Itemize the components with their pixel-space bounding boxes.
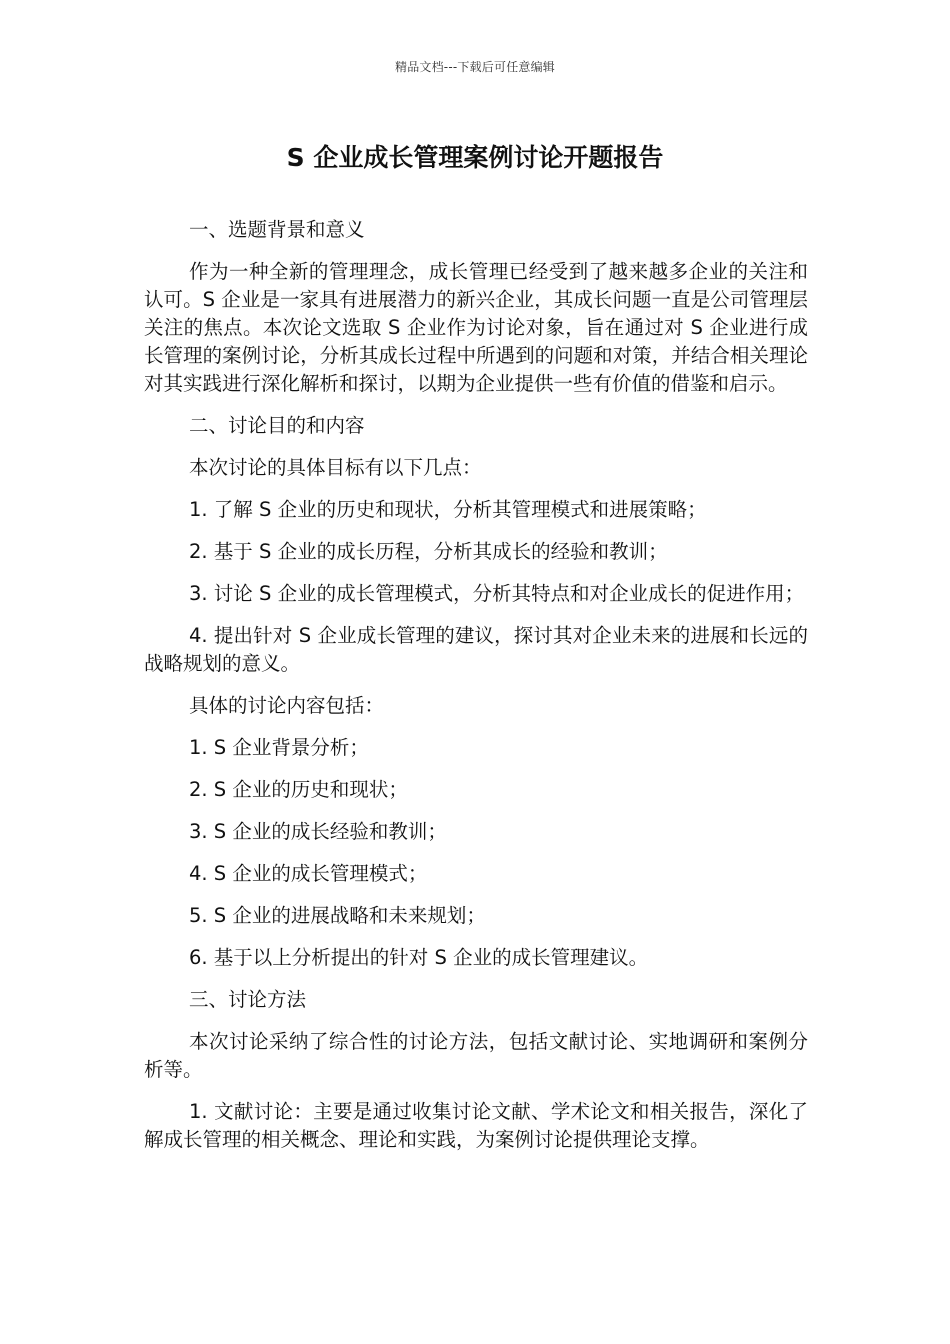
objective-item: 3. 讨论 S 企业的成长管理模式，分析其特点和对企业成长的促进作用； [189,582,805,605]
section-heading-methods: 三、讨论方法 [189,988,307,1011]
document-body [144,216,808,1168]
paragraph-objectives-intro: 本次讨论的具体目标有以下几点： [189,456,482,479]
content-item: 3. S 企业的成长经验和教训； [189,820,447,843]
paragraph-methods: 本次讨论采纳了综合性的讨论方法，包括文献讨论、实地调研和案例分析等。 [144,1030,808,1081]
objective-item: 4. 提出针对 S 企业成长管理的建议，探讨其对企业未来的进展和长远的战略规划的意义。 [144,624,808,675]
objective-item: 2. 基于 S 企业的成长历程，分析其成长的经验和教训； [189,540,668,563]
method-item: 1. 文献讨论：主要是通过收集讨论文献、学术论文和相关报告，深化了解成长管理的相关概念、理论和实践，为案例讨论提供理论支撑。 [144,1100,808,1151]
content-item: 2. S 企业的历史和现状； [189,778,408,801]
section-heading-objectives: 二、讨论目的和内容 [189,414,365,437]
paragraph-content-intro: 具体的讨论内容包括： [189,694,385,717]
document-title: S 企业成长管理案例讨论开题报告 [286,143,664,172]
header-note: 精品文档---下载后可任意编辑 [395,60,555,74]
section-heading-background: 一、选题背景和意义 [189,218,365,241]
content-item: 5. S 企业的进展战略和未来规划； [189,904,486,927]
objective-item: 1. 了解 S 企业的历史和现状，分析其管理模式和进展策略； [189,498,707,521]
content-item: 6. 基于以上分析提出的针对 S 企业的成长管理建议。 [189,946,649,969]
paragraph-background: 作为一种全新的管理理念，成长管理已经受到了越来越多企业的关注和认可。S 企业是一家具有进展潜力的新兴企业，其成长问题一直是公司管理层关注的焦点。本次论文选取 S 企业作为讨论对象，旨在通过对 S 企业进行成长管理的案例讨论，分析其成长过程中所遇到的问题和对策，并结合相关理论对其实践进行深化解析和探讨，以期为企业提供一些有价值的借鉴和启示。 [144,260,808,395]
content-item: 1. S 企业背景分析； [189,736,369,759]
content-item: 4. S 企业的成长管理模式； [189,862,428,885]
